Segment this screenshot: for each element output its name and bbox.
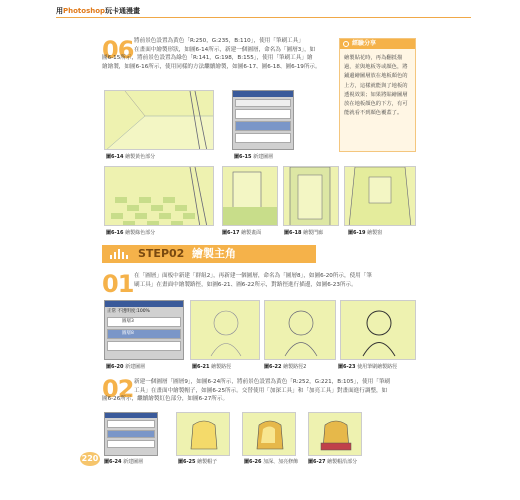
figure-6-16-image	[104, 166, 214, 226]
figure-6-21-image	[190, 300, 260, 360]
character-path-sketch	[265, 301, 336, 360]
window-sketch	[345, 167, 416, 226]
doorway-sketch	[284, 167, 339, 226]
layer-row-selected[interactable]: 圖層8	[107, 329, 181, 339]
figure-6-14-caption: 圖6-14 繪製黃色部分	[106, 154, 156, 160]
tip-text: 繪製貼花時，再為翻抵描過，並與地板等或顏色，將鋪邊繪圖層放在地板顏色的上方，這樣就能與了地板的透視效果；如果將貼繪圖層放在地板顏色的下方，有可能就看不到顏色覆蓋了。	[344, 55, 408, 117]
figure-6-26-caption: 圖6-26 加深、加亮修飾	[244, 459, 299, 465]
figure-6-17-caption: 圖6-17 繪製畫面	[222, 230, 262, 236]
step-number: 06	[102, 36, 134, 64]
text-line: 圖6-15所示，將前景色設置為綠色「R:141，G:198，B:155」，使用「筆刷工具」繪	[102, 55, 313, 61]
figure-6-22-caption: 圖6-22 繪製路徑2	[264, 364, 307, 370]
tip-header	[340, 39, 415, 49]
figure-6-15-layers-panel	[232, 90, 294, 150]
text-line: 圖6-26所示，繼續繪製紅色部分，如圖6-27所示。	[102, 396, 229, 402]
step02-paragraph-cont	[102, 395, 424, 404]
figure-6-18-image	[283, 166, 339, 226]
figure-6-27-caption: 圖6-27 繪製帽沿部分	[308, 459, 358, 465]
step01-paragraph	[134, 272, 424, 289]
layer-row[interactable]	[107, 341, 181, 351]
section-heading	[102, 245, 316, 263]
running-header	[56, 6, 140, 16]
figure-6-23-image	[340, 300, 416, 360]
header-brand: Photoshop	[63, 7, 106, 15]
door-sketch	[223, 167, 278, 226]
text-line: 在「圖層」面板中新建「群組2」，再新建一個圖層，命名為「圖層8」，如圖6-20所示，使用「筆	[134, 273, 372, 279]
tip-title: 經驗分享	[352, 40, 377, 47]
hat-shaded-sketch	[243, 413, 296, 456]
panel-options: 正常 不透明度:100%	[107, 309, 150, 314]
hat-sketch	[177, 413, 230, 456]
figure-6-24-layers-panel	[104, 412, 158, 456]
figure-6-22-image	[264, 300, 336, 360]
tip-box	[339, 38, 416, 152]
step-number: 02	[102, 375, 134, 403]
step06-paragraph	[134, 37, 334, 54]
figure-6-15-caption: 圖6-15 新建圖層	[234, 154, 274, 160]
figure-6-20-caption: 圖6-20 新建圖層	[106, 364, 146, 370]
text-line: 新建一個圖層「圖層9」，如圖6-24所示，將前景色設置為黃色「R:252，G:221，B:105」，使用「筆刷	[134, 379, 391, 385]
layer-row-selected[interactable]	[235, 121, 291, 131]
bars-icon	[110, 249, 130, 259]
layer-row[interactable]	[107, 440, 155, 448]
layer-row[interactable]	[235, 109, 291, 119]
step06-paragraph-cont	[102, 54, 334, 71]
figure-6-24-caption: 圖6-24 新建圖層	[104, 459, 144, 465]
checker-floor	[105, 167, 214, 226]
figure-6-20-layers-panel	[104, 300, 184, 360]
text-line: 繪繪製，如圖6-16所示，使用同樣的方法繼續繪製，如圖6-17、圖6-18、圖6-19所示。	[102, 63, 321, 70]
figure-6-19-image	[344, 166, 416, 226]
figure-6-18-caption: 圖6-18 繪製門廊	[284, 230, 324, 236]
character-stroke-sketch	[341, 301, 416, 360]
hat-brim-sketch	[309, 413, 362, 456]
layer-row[interactable]: 圖層3	[107, 317, 181, 327]
text-line: 工具」在畫面中繪製帽子，如圖6-25所示。交替使用「加深工具」和「加亮工具」對畫面進行調整，如	[134, 387, 388, 394]
layer-row[interactable]	[107, 420, 155, 428]
panel-titlebar	[233, 91, 293, 97]
layer-row[interactable]	[235, 133, 291, 143]
text-line: 將前景色設置為黃色「R:250，G:235，B:110」，使用「筆刷工具」	[134, 38, 304, 44]
text-line: 刷工具」在畫面中繪製路徑，如圖6-21、圖6-22所示，對路徑進行描邊，如圖6-23所示。	[134, 281, 357, 288]
text-line: 在畫面中繪製形狀，如圖6-14所示，新建一個圖層，命名為「圖層3」，如	[134, 46, 316, 53]
figure-6-23-caption: 圖6-23 使用筆刷繪製路徑	[338, 364, 398, 370]
figure-6-25-caption: 圖6-25 繪製帽子	[178, 459, 218, 465]
figure-6-19-caption: 圖6-19 繪製窗	[348, 230, 383, 236]
section-title: STEP02 繪製主角	[138, 247, 236, 260]
header-prefix: 用	[56, 7, 63, 15]
figure-6-26-image	[242, 412, 296, 456]
blend-mode-field[interactable]	[235, 99, 291, 107]
figure-6-27-image	[308, 412, 362, 456]
character-path-sketch	[191, 301, 260, 360]
figure-6-21-caption: 圖6-21 繪製路徑	[192, 364, 232, 370]
layer-row-selected[interactable]	[107, 430, 155, 438]
figure-6-14-image	[104, 90, 214, 150]
page-number: 220	[80, 452, 100, 466]
room-sketch	[105, 91, 214, 150]
gear-icon	[343, 41, 349, 47]
figure-6-16-caption: 圖6-16 繪製綠色部分	[106, 230, 156, 236]
panel-titlebar	[105, 413, 157, 418]
header-rule	[56, 17, 471, 18]
header-suffix: 玩卡通漫畫	[105, 7, 141, 15]
figure-6-17-image	[222, 166, 278, 226]
figure-6-25-image	[176, 412, 230, 456]
step02-paragraph	[134, 378, 424, 395]
step-number: 01	[102, 270, 134, 298]
